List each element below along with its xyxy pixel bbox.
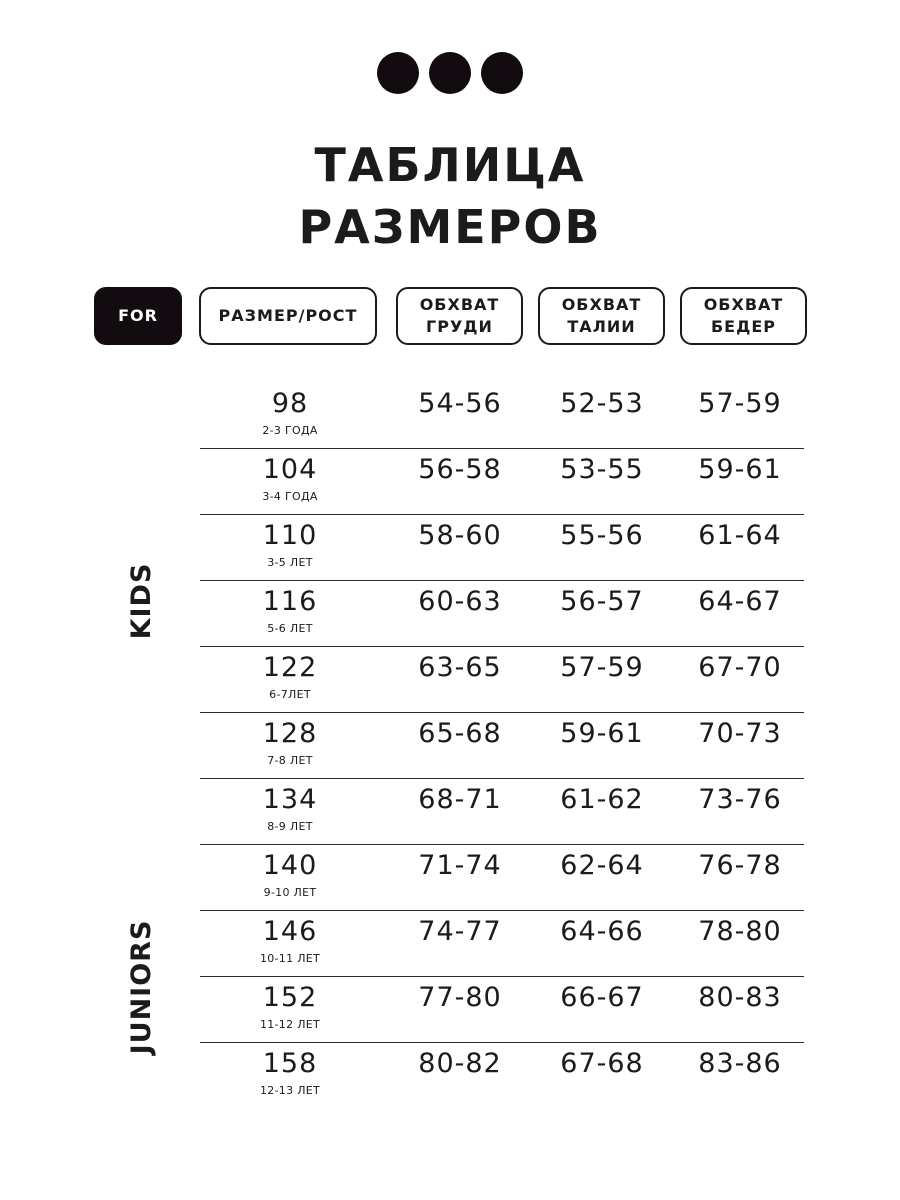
header-waist: [538, 287, 665, 345]
hips-value: 76-78: [698, 850, 782, 881]
header-hips-line2: БЕДЕР: [710, 317, 777, 336]
header-waist-line2: ТАЛИИ: [567, 317, 636, 336]
hips-value: 67-70: [698, 652, 782, 683]
chest-value: 56-58: [418, 454, 502, 485]
title-line-1: ТАБЛИЦА: [314, 138, 586, 192]
dot-icon: [481, 52, 523, 94]
header-for-label: FOR: [118, 306, 158, 325]
age-value: 2-3 ГОДА: [262, 424, 318, 437]
size-value: 158: [262, 1048, 318, 1079]
chest-value: 54-56: [418, 388, 502, 419]
table-row: [200, 712, 804, 779]
age-value: 6-7ЛЕТ: [269, 688, 311, 701]
table-row: [200, 382, 804, 449]
hips-value: 57-59: [698, 388, 782, 419]
table-row: [200, 778, 804, 845]
waist-value: 59-61: [560, 718, 644, 749]
chest-value: 68-71: [418, 784, 502, 815]
hips-value: 78-80: [698, 916, 782, 947]
table-row: [200, 580, 804, 647]
size-value: 128: [262, 718, 318, 749]
size-value: 104: [262, 454, 318, 485]
size-value: 146: [262, 916, 318, 947]
brand-dots: [0, 52, 900, 94]
table-row: [200, 448, 804, 515]
hips-value: 64-67: [698, 586, 782, 617]
waist-value: 61-62: [560, 784, 644, 815]
size-value: 98: [271, 388, 309, 419]
age-value: 7-8 ЛЕТ: [267, 754, 313, 767]
chest-value: 58-60: [418, 520, 502, 551]
header-hips-line1: ОБХВАТ: [703, 295, 784, 314]
size-value: 152: [262, 982, 318, 1013]
age-value: 3-5 ЛЕТ: [267, 556, 313, 569]
age-value: 11-12 ЛЕТ: [259, 1018, 321, 1031]
hips-value: 83-86: [698, 1048, 782, 1079]
table-row: [200, 514, 804, 581]
hips-value: 80-83: [698, 982, 782, 1013]
waist-value: 56-57: [560, 586, 644, 617]
age-value: 8-9 ЛЕТ: [267, 820, 313, 833]
hips-value: 70-73: [698, 718, 782, 749]
age-value: 3-4 ГОДА: [262, 490, 318, 503]
dot-icon: [377, 52, 419, 94]
size-value: 122: [262, 652, 318, 683]
age-value: 5-6 ЛЕТ: [267, 622, 313, 635]
hips-value: 59-61: [698, 454, 782, 485]
header-size-label: РАЗМЕР/РОСТ: [218, 306, 358, 325]
table-row: [200, 976, 804, 1043]
header-hips: [680, 287, 807, 345]
age-value: 9-10 ЛЕТ: [263, 886, 317, 899]
header-waist-line1: ОБХВАТ: [561, 295, 642, 314]
waist-value: 52-53: [560, 388, 644, 419]
chest-value: 77-80: [418, 982, 502, 1013]
page-title: [0, 134, 900, 258]
size-value: 140: [262, 850, 318, 881]
waist-value: 57-59: [560, 652, 644, 683]
header-size: [199, 287, 377, 345]
header-chest-line2: ГРУДИ: [426, 317, 493, 336]
waist-value: 62-64: [560, 850, 644, 881]
header-chest-line1: ОБХВАТ: [419, 295, 500, 314]
waist-value: 66-67: [560, 982, 644, 1013]
chest-value: 80-82: [418, 1048, 502, 1079]
size-value: 116: [262, 586, 318, 617]
size-value: 134: [262, 784, 318, 815]
group-label-juniors: JUNIORS: [126, 919, 157, 1055]
chest-value: 74-77: [418, 916, 502, 947]
group-label-kids: KIDS: [126, 562, 157, 640]
table-row: [200, 646, 804, 713]
table-row: [200, 910, 804, 977]
dot-icon: [429, 52, 471, 94]
size-value: 110: [262, 520, 318, 551]
table-row: [200, 1042, 804, 1108]
hips-value: 61-64: [698, 520, 782, 551]
waist-value: 55-56: [560, 520, 644, 551]
chest-value: 60-63: [418, 586, 502, 617]
waist-value: 53-55: [560, 454, 644, 485]
waist-value: 67-68: [560, 1048, 644, 1079]
title-line-2: РАЗМЕРОВ: [298, 200, 602, 254]
waist-value: 64-66: [560, 916, 644, 947]
hips-value: 73-76: [698, 784, 782, 815]
chest-value: 65-68: [418, 718, 502, 749]
age-value: 10-11 ЛЕТ: [259, 952, 321, 965]
table-row: [200, 844, 804, 911]
age-value: 12-13 ЛЕТ: [259, 1084, 321, 1097]
header-chest: [396, 287, 523, 345]
chest-value: 63-65: [418, 652, 502, 683]
header-for: [94, 287, 182, 345]
chest-value: 71-74: [418, 850, 502, 881]
